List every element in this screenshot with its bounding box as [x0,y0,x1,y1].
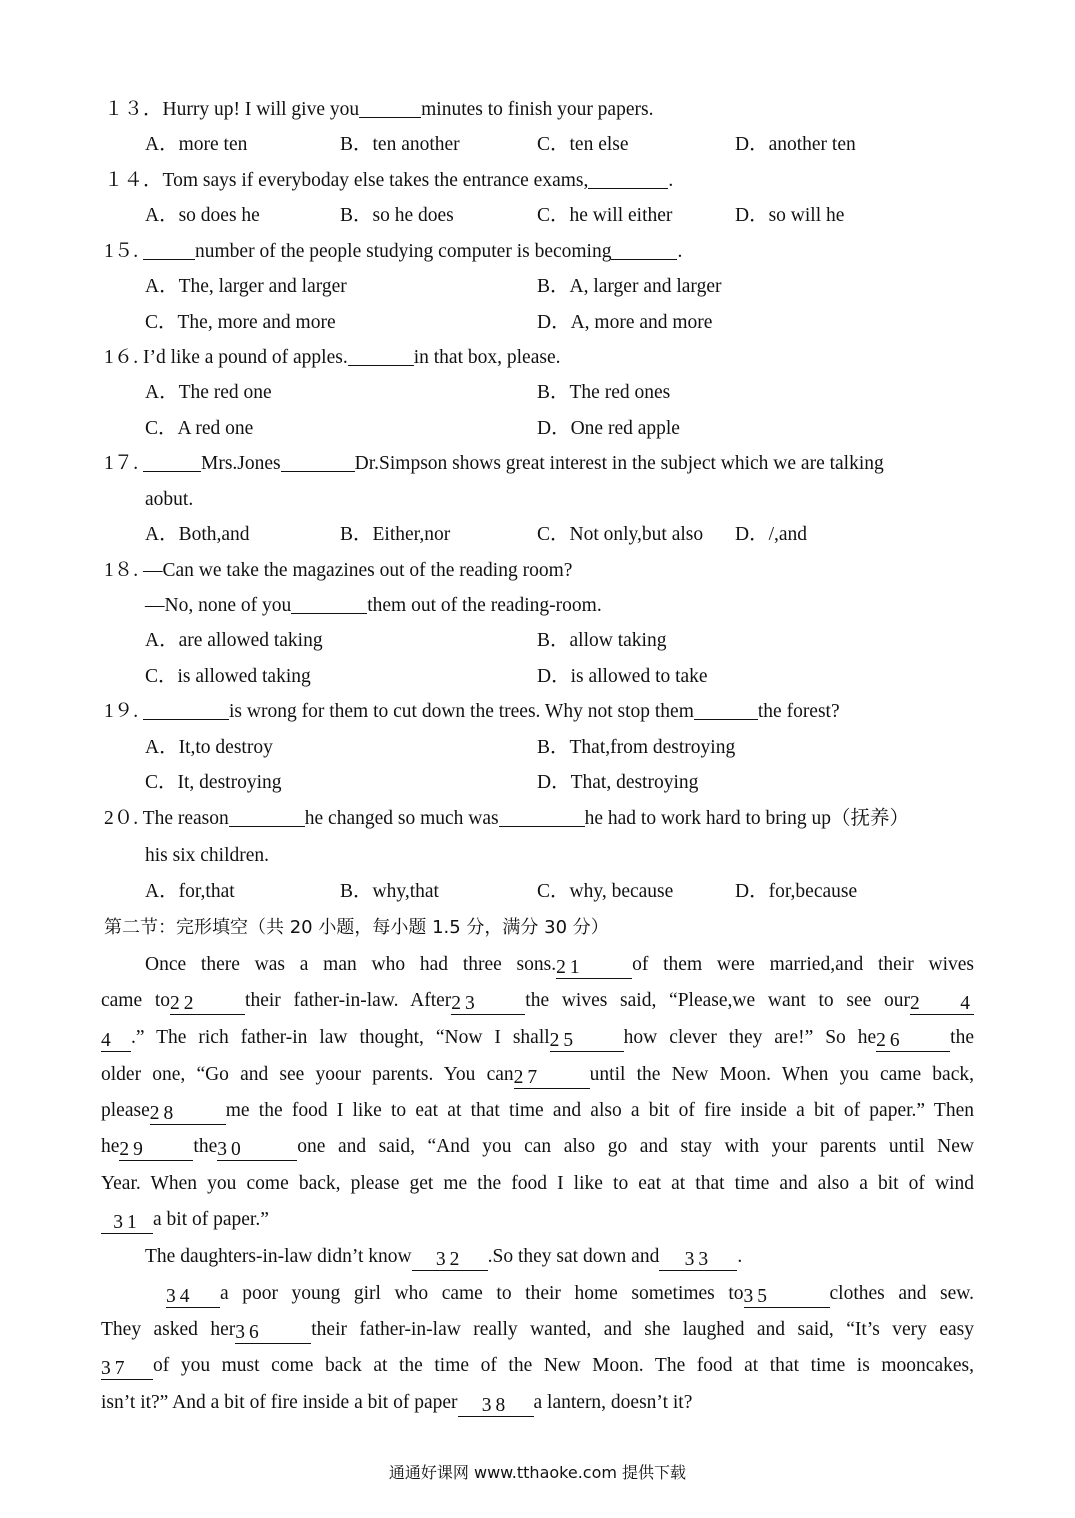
passage-text: isn’t it?” And a bit of fire inside a bit of paper [101,1392,458,1413]
answer-blank [348,345,414,366]
blank-number: 32 [412,1250,488,1271]
option-b: B．so he does [340,205,454,226]
passage-text: until the New Moon. When you came back, [589,1064,974,1085]
question-16 [104,345,560,371]
option-a: A．The, larger and larger [145,276,347,297]
option-a: A．so does he [145,205,260,226]
footer-source: 通通好课网 www.tthaoke.com 提供下载 [388,1463,687,1482]
blank-number: 25 [550,1031,624,1052]
passage-line [101,1098,974,1125]
passage-text: a poor young girl who came to their home sometimes to [220,1283,744,1304]
option-c: C．It, destroying [145,772,282,793]
blank-number: 29 [119,1140,193,1161]
question-stem: number of the people studying computer is becoming [195,241,612,262]
passage-text: clothes and sew. [829,1283,974,1304]
blank-number: 36 [235,1323,311,1344]
passage-line [101,1390,974,1417]
blank-number: 4 [101,1031,131,1052]
answer-blank [499,806,585,827]
passage-text: the [950,1027,974,1048]
option-c: C．why, because [537,881,674,902]
question-continuation: aobut. [145,489,194,510]
question-stem: . [668,170,674,191]
passage-text: their father-in-law really wanted, and she laughed and said, “It’s very easy [311,1319,974,1340]
passage-text: . [737,1246,743,1267]
answer-blank [229,806,305,827]
blank-number: 22 [170,994,245,1015]
passage-text: older one, “Go and see yoour parents. You can [101,1064,514,1085]
blank-number: 28 [150,1104,226,1125]
option-d: D．That, destroying [537,772,699,793]
passage-text: .So they sat down and [487,1246,660,1267]
option-c: C．The, more and more [145,312,336,333]
blank-number: 23 [451,994,525,1015]
question-stem: Hurry up! I will give you [162,99,360,120]
passage-text: of them were married,and their wives [632,954,974,975]
blank-number: 21 [556,958,632,979]
blank-number: 33 [659,1250,737,1271]
answer-blank [588,168,668,189]
option-d: D．is allowed to take [537,666,708,687]
passage-text: he [101,1136,120,1157]
option-b: B．Either,nor [340,524,451,545]
option-b: B．ten another [340,134,460,155]
passage-text: The daughters-in-law didn’t know [145,1246,412,1267]
option-b: B．A, larger and larger [537,276,722,297]
passage-text: the wives said, “Please,we want to see our [525,990,910,1011]
blank-number: 35 [744,1287,830,1308]
question-number: 1８. [104,560,139,581]
option-a: A．The red one [145,382,272,403]
question-13 [104,97,653,123]
question-stem: he changed so much was [304,808,499,829]
question-stem: them out of the reading-room. [367,595,602,616]
question-stem: minutes to finish your papers. [421,99,654,120]
question-stem: —Can we take the magazines out of the reading room? [143,560,573,581]
blank-number: 38 [458,1396,534,1417]
question-stem: I’d like a pound of apples. [143,347,348,368]
question-stem: in that box, please. [413,347,561,368]
option-d: D．another ten [735,134,856,155]
passage-line [101,1171,974,1197]
passage-text: a lantern, doesn’t it? [533,1392,693,1413]
question-19 [104,699,840,725]
question-15 [104,239,682,265]
option-c: C．A red one [145,418,254,439]
question-number: 2０. [104,808,139,829]
question-stem: is wrong for them to cut down the trees. Why not stop them [229,701,694,722]
question-stem: Mrs.Jones [201,453,281,474]
question-stem: . [677,241,683,262]
answer-blank [291,593,367,614]
question-stem: the forest? [757,701,840,722]
passage-line [101,1062,974,1089]
blank-number: 2 4 [910,993,974,1014]
option-a: A．for,that [145,881,235,902]
passage-text: please [101,1100,150,1121]
option-d: D．so will he [735,205,845,226]
answer-blank [143,451,201,472]
question-number: 1５. [104,241,139,262]
question-stem: The reason [142,808,229,829]
blank-number: 34 [166,1287,220,1308]
answer-blank [281,451,355,472]
question-stem: Tom says if everyboday else takes the entrance exams, [162,170,589,191]
blank-number: 27 [514,1068,590,1089]
option-b: B．why,that [340,881,439,902]
passage-line [101,1025,974,1052]
passage-text: Once there was a man who had three sons. [145,954,557,975]
question-line2 [145,593,602,619]
question-14 [104,168,673,194]
blank-number: 31 [101,1213,153,1234]
answer-blank [611,239,677,260]
question-17 [104,451,884,477]
passage-text: one and said, “And you can also go and stay with your parents until New [297,1136,974,1157]
option-c: C．he will either [537,205,673,226]
option-d: D．A, more and more [537,312,713,333]
passage-line [101,1353,974,1380]
passage-text: Year. When you come back, please get me the food I like to eat at that time and also a bit of wind [101,1173,974,1194]
option-d: D．for,because [735,881,858,902]
option-a: A．more ten [145,134,248,155]
question-number: １４． [104,170,163,191]
option-d: D．/,and [735,524,808,545]
option-b: B．The red ones [537,382,671,403]
option-c: C．is allowed taking [145,666,311,687]
passage-text: of you must come back at the time of the New Moon. The food at that time is mooncakes, [153,1355,974,1376]
option-b: B．allow taking [537,630,667,651]
passage-text: They asked her [101,1319,236,1340]
passage-text: their father-in-law. After [245,990,452,1011]
passage-line [101,988,974,1015]
option-a: A．are allowed taking [145,630,323,651]
question-number: １３． [104,99,163,120]
passage-text: came to [101,990,171,1011]
blank-number: 30 [217,1140,297,1161]
question-number: 1９. [104,701,139,722]
passage-text: the [193,1136,218,1157]
answer-blank [143,239,195,260]
option-c: C．ten else [537,134,629,155]
passage-text: a bit of paper.” [153,1209,269,1230]
answer-blank [143,699,229,720]
blank-number: 37 [101,1359,153,1380]
question-number: 1７. [104,453,139,474]
question-20 [104,806,909,832]
question-continuation: his six children. [145,845,270,866]
option-a: A．Both,and [145,524,250,545]
section-title: 第二节：完形填空（共 20 小题，每小题 1.5 分，满分 30 分） [104,917,609,938]
question-stem: he had to work hard to bring up（抚养） [584,808,910,829]
option-a: A．It,to destroy [145,737,273,758]
passage-line [145,952,974,979]
passage-line [166,1281,974,1308]
question-stem: Dr.Simpson shows great interest in the subject which we are talking [354,453,884,474]
passage-text: how clever they are!” So he [623,1027,877,1048]
passage-line [101,1207,974,1234]
option-c: C．Not only,but also [537,524,704,545]
passage-text: .” The rich father-in law thought, “Now I shall [131,1027,550,1048]
option-d: D．One red apple [537,418,680,439]
passage-text: me the food I like to eat at that time and also a bit of fire inside a bit of paper.” Then [225,1100,974,1121]
passage-line [101,1317,974,1344]
question-stem: —No, none of you [145,595,292,616]
question-number: 1６. [104,347,139,368]
passage-line [101,1134,974,1161]
answer-blank [359,97,421,118]
question-18 [104,558,572,584]
passage-line [145,1244,974,1271]
option-b: B．That,from destroying [537,737,736,758]
blank-number: 26 [876,1031,950,1052]
answer-blank [694,699,758,720]
